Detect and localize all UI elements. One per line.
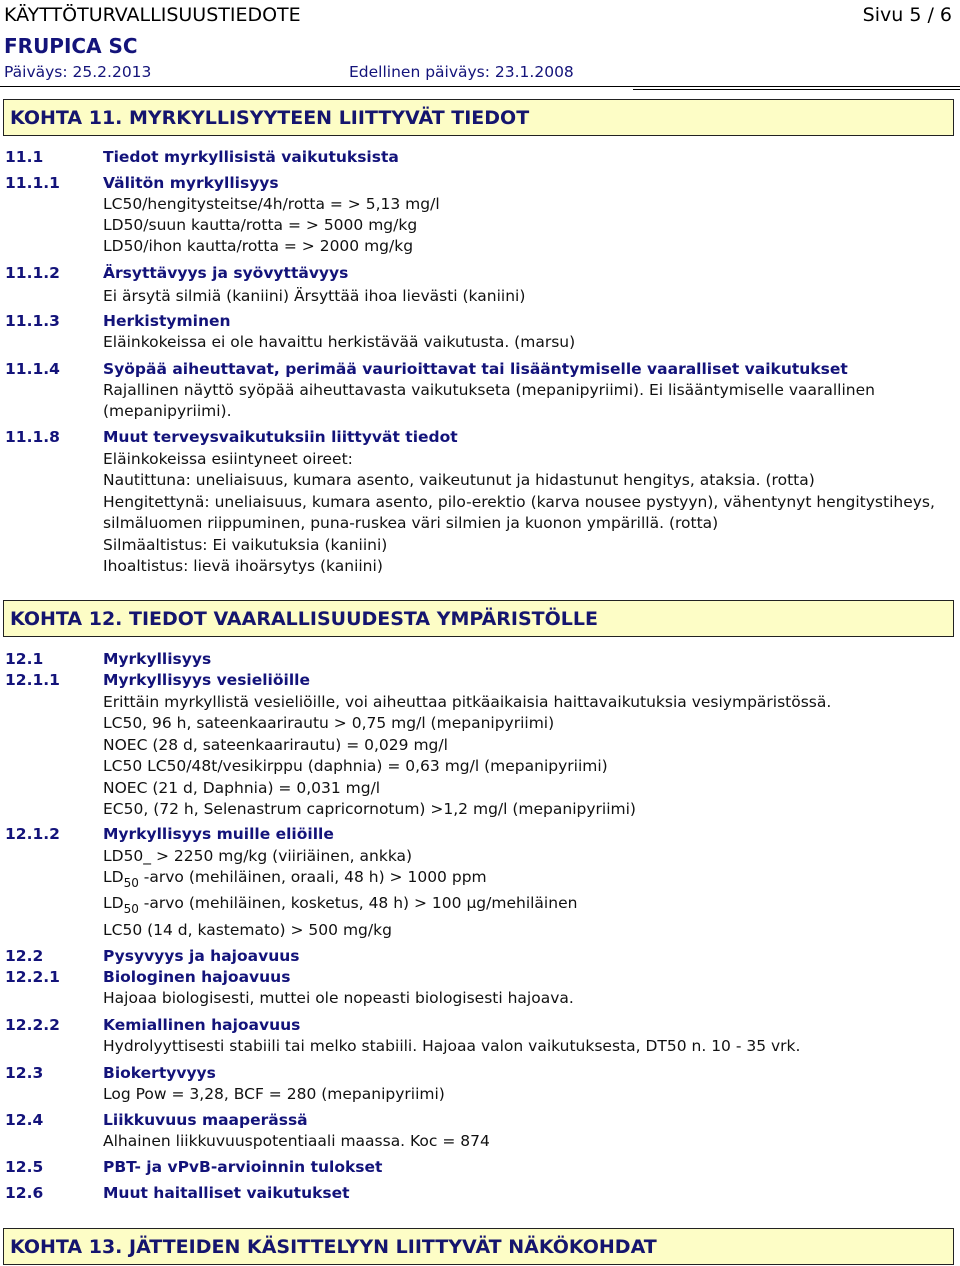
subsection-title: Myrkyllisyys vesieliöille	[103, 671, 310, 689]
body-line: LD50/suun kautta/rotta = > 5000 mg/kg	[103, 216, 418, 234]
subsection-title: Myrkyllisyys	[103, 650, 212, 668]
subsection-number: 11.1.4	[5, 360, 60, 378]
body-line: Rajallinen näyttö syöpää aiheuttavasta vaikutukseta (mepanipyriimi). Ei lisääntymiselle vaarallinen	[103, 381, 875, 399]
subsection-title: Tiedot myrkyllisistä vaikutuksista	[103, 148, 399, 166]
subsection-number: 12.2.2	[5, 1016, 60, 1034]
issue-date: Päiväys: 25.2.2013	[4, 63, 152, 81]
subsection-number: 12.2	[5, 947, 44, 965]
subsection-title: Herkistyminen	[103, 312, 231, 330]
subsection-title: Liikkuvuus maaperässä	[103, 1111, 308, 1129]
body-line: LC50, 96 h, sateenkaarirautu > 0,75 mg/l (mepanipyriimi)	[103, 714, 555, 732]
section-11-title: KOHTA 11. MYRKYLLISYYTEEN LIITTYVÄT TIEDOT	[10, 107, 530, 129]
subsection-number: 12.4	[5, 1111, 44, 1129]
ld50-oral-text: -arvo (mehiläinen, oraali, 48 h) > 1000 ppm	[138, 868, 487, 886]
subsection-number: 12.1	[5, 650, 44, 668]
body-line: LC50/hengitysteitse/4h/rotta = > 5,13 mg/l	[103, 195, 440, 213]
body-line: Hajoaa biologisesti, muttei ole nopeasti biologisesti hajoava.	[103, 989, 574, 1007]
body-line: Log Pow = 3,28, BCF = 280 (mepanipyriimi)	[103, 1085, 445, 1103]
body-line: Alhainen liikkuvuuspotentiaali maassa. Koc = 874	[103, 1132, 490, 1150]
subsection-number: 11.1.1	[5, 174, 60, 192]
subsection-title: Kemiallinen hajoavuus	[103, 1016, 301, 1034]
body-line: Ihoaltistus: lievä ihoärsytys (kaniini)	[103, 557, 383, 575]
subsection-title: Biologinen hajoavuus	[103, 968, 291, 986]
subsection-number: 11.1.3	[5, 312, 60, 330]
body-line: Silmäaltistus: Ei vaikutuksia (kaniini)	[103, 536, 388, 554]
product-name: FRUPICA SC	[4, 34, 138, 58]
subsection-title: PBT- ja vPvB-arvioinnin tulokset	[103, 1158, 383, 1176]
body-line: Hydrolyyttisesti stabiili tai melko stabiili. Hajoaa valon vaikutuksesta, DT50 n. 10 - 35 vrk.	[103, 1037, 801, 1055]
body-line: LD50/ihon kautta/rotta = > 2000 mg/kg	[103, 237, 414, 255]
body-line: silmäluomen riippuminen, puna-ruskea väri silmien ja kuonon ympärillä. (rotta)	[103, 514, 719, 532]
section-11-banner	[3, 99, 954, 136]
subsection-title: Muut terveysvaikutuksiin liittyvät tiedot	[103, 428, 458, 446]
subsection-number: 11.1.2	[5, 264, 60, 282]
subsection-number: 12.3	[5, 1064, 44, 1082]
body-line: NOEC (21 d, Daphnia) = 0,031 mg/l	[103, 779, 381, 797]
header-divider-secondary	[633, 89, 960, 90]
subsection-title: Myrkyllisyys muille eliöille	[103, 825, 334, 843]
body-line: (mepanipyriimi).	[103, 402, 232, 420]
page-number: Sivu 5 / 6	[862, 4, 952, 26]
body-line-ld50-contact	[103, 893, 577, 919]
body-line: LD50_ > 2250 mg/kg (viiriäinen, ankka)	[103, 847, 413, 865]
body-line: Hengitettynä: uneliaisuus, kumara asento, pilo-erektio (karva nousee pystyyn), vähentynyt hengitystiheys,	[103, 493, 935, 511]
header-divider	[0, 86, 960, 87]
section-13-title: KOHTA 13. JÄTTEIDEN KÄSITTELYYN LIITTYVÄT NÄKÖKOHDAT	[10, 1236, 657, 1258]
subsection-title: Syöpää aiheuttavat, perimää vaurioittavat tai lisääntymiselle vaaralliset vaikutukset	[103, 360, 848, 378]
subsection-title: Biokertyvyys	[103, 1064, 216, 1082]
subsection-number: 11.1	[5, 148, 44, 166]
body-line: LC50 LC50/48t/vesikirppu (daphnia) = 0,63 mg/l (mepanipyriimi)	[103, 757, 608, 775]
body-line-ld50-oral	[103, 867, 487, 893]
subsection-title: Ärsyttävyys ja syövyttävyys	[103, 264, 349, 282]
body-line: Eläinkokeissa esiintyneet oireet:	[103, 450, 353, 468]
previous-date: Edellinen päiväys: 23.1.2008	[349, 63, 574, 81]
subsection-number: 12.1.2	[5, 825, 60, 843]
subsection-title: Välitön myrkyllisyys	[103, 174, 279, 192]
body-line: Erittäin myrkyllistä vesieliöille, voi aiheuttaa pitkäaikaisia haittavaikutuksia vesiympäristössä.	[103, 693, 832, 711]
section-12-title: KOHTA 12. TIEDOT VAARALLISUUDESTA YMPÄRISTÖLLE	[10, 608, 598, 630]
section-13-banner	[3, 1228, 954, 1265]
ld-label: LD	[103, 868, 124, 886]
document-type: KÄYTTÖTURVALLISUUSTIEDOTE	[4, 4, 301, 26]
body-line: Eläinkokeissa ei ole havaittu herkistävää vaikutusta. (marsu)	[103, 333, 576, 351]
subsection-number: 11.1.8	[5, 428, 60, 446]
subsection-number: 12.2.1	[5, 968, 60, 986]
subsection-number: 12.6	[5, 1184, 44, 1202]
body-line: LC50 (14 d, kastemato) > 500 mg/kg	[103, 921, 392, 939]
ld-label: LD	[103, 894, 124, 912]
ld50-contact-text: -arvo (mehiläinen, kosketus, 48 h) > 100 µg/mehiläinen	[138, 894, 578, 912]
subsection-number: 12.1.1	[5, 671, 60, 689]
section-12-banner	[3, 600, 954, 637]
body-line: EC50, (72 h, Selenastrum capricornotum) >1,2 mg/l (mepanipyriimi)	[103, 800, 636, 818]
subscript-50: 50	[123, 876, 139, 890]
subscript-50: 50	[123, 902, 139, 916]
body-line: Nautittuna: uneliaisuus, kumara asento, vaikeutunut ja hidastunut hengitys, ataksia. (rotta)	[103, 471, 815, 489]
body-line: NOEC (28 d, sateenkaarirautu) = 0,029 mg/l	[103, 736, 448, 754]
date-row	[4, 63, 952, 81]
subsection-title: Pysyvyys ja hajoavuus	[103, 947, 300, 965]
body-line: Ei ärsytä silmiä (kaniini) Ärsyttää ihoa lievästi (kaniini)	[103, 287, 526, 305]
subsection-title: Muut haitalliset vaikutukset	[103, 1184, 350, 1202]
subsection-number: 12.5	[5, 1158, 44, 1176]
